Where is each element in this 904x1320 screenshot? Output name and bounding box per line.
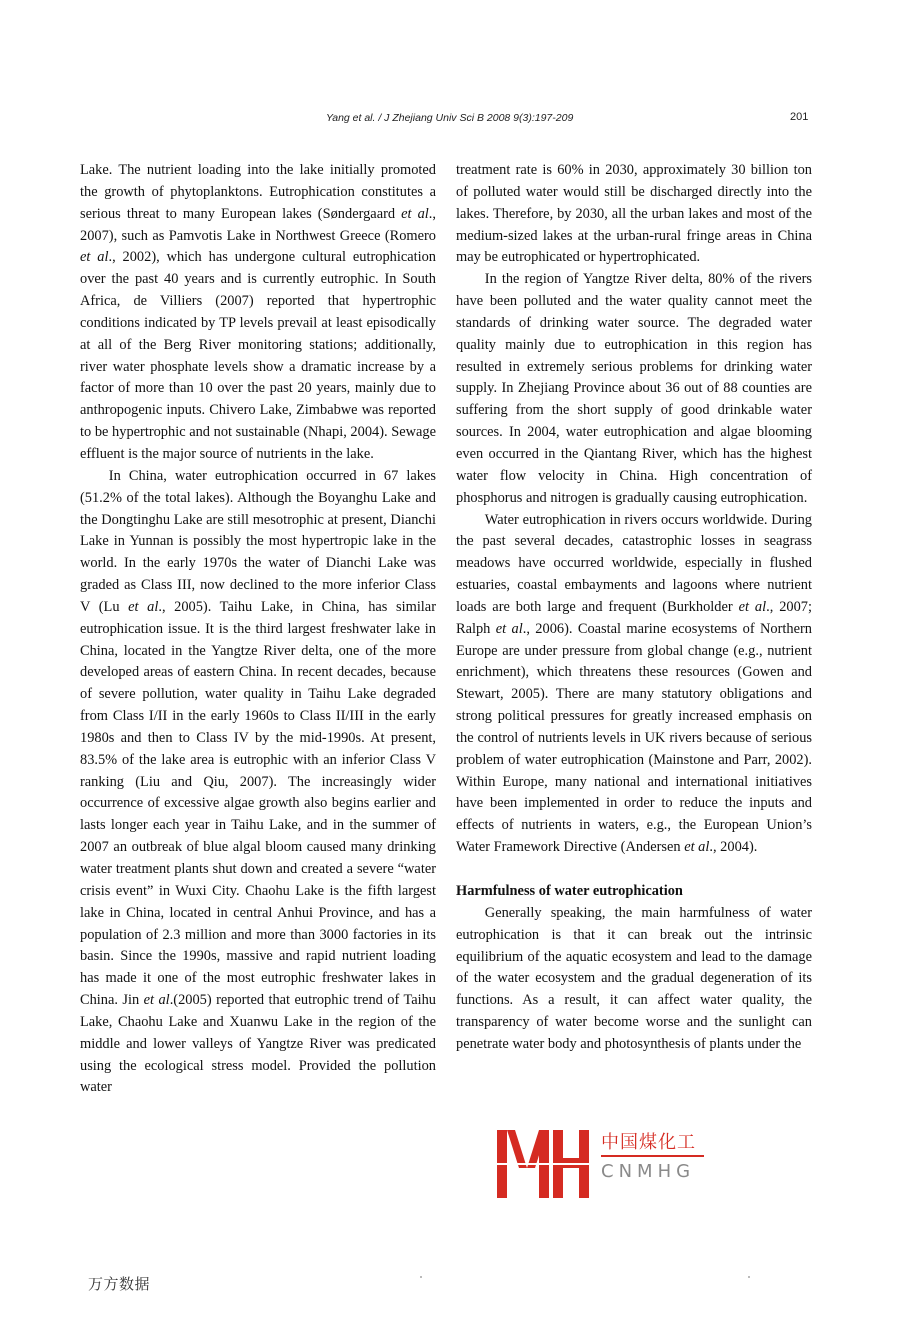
page-header (0, 110, 904, 130)
running-head: Yang et al. / J Zhejiang Univ Sci B 2008 9(3):197-209 (326, 112, 574, 124)
speck (420, 1276, 422, 1278)
watermark-chinese-text: 中国煤化工 (601, 1132, 696, 1153)
paragraph: treatment rate is 60% in 2030, approximately 30 billion ton of polluted water would still be discharged directly into the lakes. Therefore, by 2030, all the urban lakes and most of the medium-sized lakes at the urban-rural fringe areas in China may be eutrophicated or hypertrophicated. (456, 162, 812, 266)
left-column (80, 160, 436, 1099)
paragraph: In China, water eutrophication occurred in 67 lakes (51.2% of the total lakes). Although the Boyanghu Lake and the Dongtinghu Lake are still mesotrophic at present, Dianchi Lake in Yunnan is possibly the most hypertropic lake in the world. In the early 1970s the water of Dianchi Lake was graded as Class III, now declined to the more inferior Class V (Lu et al., 2005). Taihu Lake, in China, has similar eutrophication issue. It is the third largest freshwater lake in China, located in the Yangtze River delta, one of the more developed areas of eastern China. In recent decades, because of severe pollution, water quality in Taihu Lake degraded from Class I/II in the early 1960s to Class II/III in the early 1980s and then to Class IV by the mid-1990s. At present, 83.5% of the lake area is eutrophic with an inferior Class V ranking (Liu and Qiu, 2007). The increasingly wider occurrence of excessive algae growth also begins earlier and lasts longer each year in Taihu Lake, and in the summer of 2007 an outbreak of blue algal bloom caused many drinking water treatment plants shut down and created a severe “water crisis event” in Wuxi City. Chaohu Lake is the fifth largest lake in China, located in central Anhui Province, and has a population of 2.3 million and more than 3000 factories in its basin. Since the 1990s, massive and rapid nutrient loading has made it one of the most eutrophic freshwater lakes in China. Jin et al.(2005) reported that eutrophic trend of Taihu Lake, Chaohu Lake and Xuanwu Lake in the region of the middle and lower valleys of Yangtze River was predicated using the ecological stress model. Provided the pollution water (80, 467, 437, 1096)
paragraph: Lake. The nutrient loading into the lake initially promoted the growth of phytoplanktons. Eutrophication constitutes a serious threat to many European lakes (Søndergaard et al., 2007), such as Pamvotis Lake in Northwest Greece (Romero et al., 2002), which has undergone cultural eutrophication over the past 40 years and is currently eutrophic. In South Africa, de Villiers (2007) reported that hypertrophic conditions indicated by TP levels prevail at least episodically at all of the Berg River monitoring stations; additionally, river water phosphate levels show a dramatic increase by a factor of more than 10 over the past 20 years, mainly due to anthropogenic inputs. Chivero Lake, Zimbabwe was reported to be hypertrophic and not sustainable (Nhapi, 2004). Sewage effluent is the major source of nutrients in the lake. (80, 162, 436, 462)
watermark-english-text: CNMHG (601, 1161, 696, 1182)
paragraph: In the region of Yangtze River delta, 80% of the rivers have been polluted and the water quality cannot meet the standards of drinking water source. The degraded water quality mainly due to eutrophication in this region has resulted in extremely serious problems for drinking water supply. In Zhejiang Province about 36 out of 88 counties are suffering from the short supply of good drinkable water sources. In 2004, water eutrophication and algae blooming even occurred in the Qiantang River, which has the highest water flow velocity in China. High concentration of phosphorus and nitrogen is gradually causing eutrophication. (456, 271, 812, 506)
paragraph: Water eutrophication in rivers occurs worldwide. During the past several decades, catastrophic losses in seagrass meadows have occurred worldwide, especially in flushed estuaries, coastal embayments and lagoons where nutrient loads are both large and frequent (Burkholder et al., 2007; Ralph et al., 2006). Coastal marine ecosystems of Northern Europe are under pressure from global change (e.g., nutrient enrichment), which threatens these resources (Gowen and Stewart, 2005). There are many statutory obligations and strong political pressures for greatly increased emphasis on the control of nutrients levels in UK rivers because of serious problem of water eutrophication (Mainstone and Parr, 2002). Within Europe, many national and international initiatives have been implemented in order to reduce the inputs and effects of nutrients in waters, e.g., the European Union’s Water Framework Directive (Andersen et al., 2004). (456, 511, 812, 856)
section-heading: Harmfulness of water eutrophication (456, 883, 683, 899)
page-number: 201 (790, 111, 809, 123)
source-footer: 万方数据 (88, 1275, 151, 1293)
mh-logo-icon (497, 1128, 592, 1198)
paragraph: Generally speaking, the main harmfulness of water eutrophication is that it can break out the intrinsic equilibrium of the aquatic ecosystem and lead to the damage of the water ecosystem and the gradual degeneration of its functions. As a result, it can affect water quality, the transparency of water become worse and the sunlight can penetrate water body and photosynthesis of plants under the (456, 904, 812, 1052)
speck (748, 1276, 750, 1278)
watermark-logo (497, 1128, 727, 1200)
watermark-divider (601, 1155, 704, 1157)
right-column (456, 160, 812, 1056)
